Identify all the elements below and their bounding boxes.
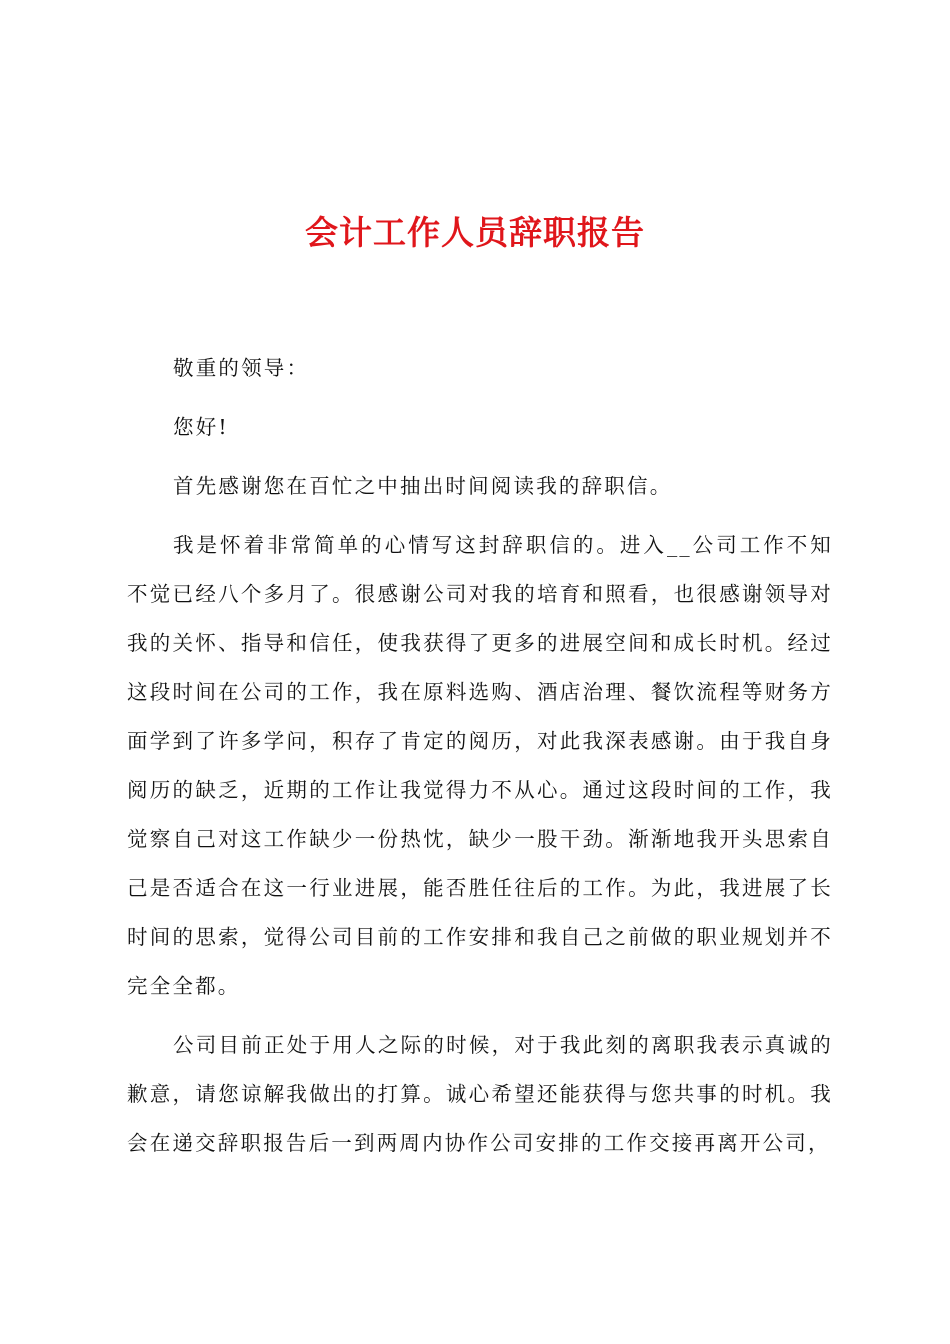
paragraph-2: 我是怀着非常简单的心情写这封辞职信的。进入__公司工作不知不觉已经八个多月了。很感谢公司对我的培育和照看，也很感谢领导对我的关怀、指导和信任，使我获得了更多的进展空间和成长时机。经过这段时间在公司的工作，我在原料选购、酒店治理、餐饮流程等财务方面学到了许多学问，积存了肯定的阅历，对此我深表感谢。由于我自身阅历的缺乏，近期的工作让我觉得力不从心。通过这段时间的工作，我觉察自己对这工作缺少一份热忱，缺少一股干劲。渐渐地我开头思索自己是否适合在这一行业进展，能否胜任往后的工作。为此，我进展了长时间的思索，觉得公司目前的工作安排和我自己之前做的职业规划并不完全全都。 — [127, 533, 833, 998]
paragraph-1: 首先感谢您在百忙之中抽出时间阅读我的辞职信。 — [173, 474, 673, 498]
greeting: 您好! — [173, 415, 229, 439]
document-body — [127, 344, 833, 1168]
paragraph-3: 公司目前正处于用人之际的时候，对于我此刻的离职我表示真诚的歉意，请您谅解我做出的打算。诚心希望还能获得与您共事的时机。我会在递交辞职报告后一到两周内协作公司安排的工作交接再离开公司， — [127, 1033, 833, 1155]
document-title: 会计工作人员辞职报告 — [305, 213, 645, 252]
salutation: 敬重的领导： — [173, 356, 310, 380]
